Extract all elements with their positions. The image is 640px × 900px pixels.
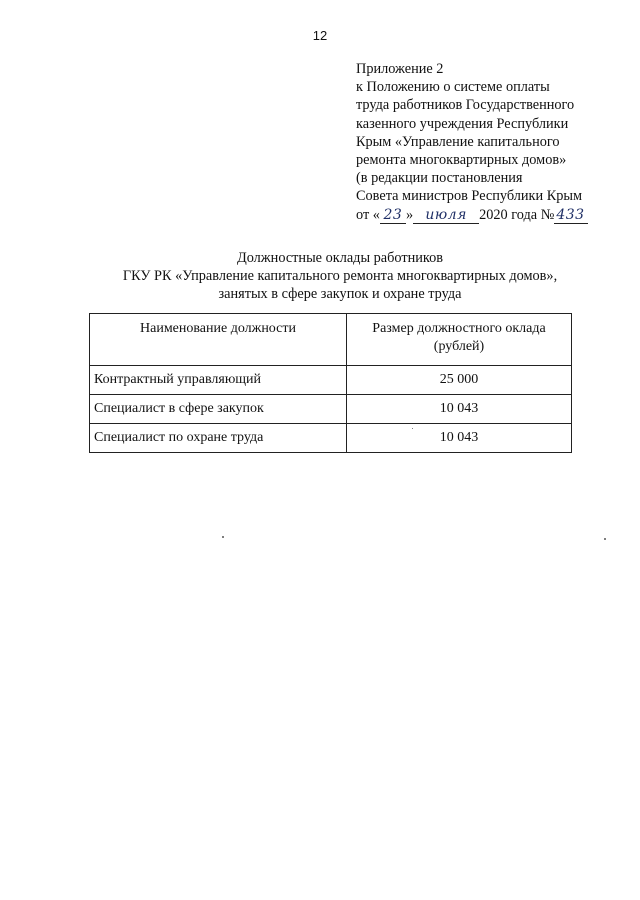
handwritten-decree-number: 433 bbox=[554, 208, 588, 224]
appendix-line: казенного учреждения Республики bbox=[356, 115, 569, 132]
header-position: Наименование должности bbox=[90, 314, 347, 366]
appendix-line: Приложение 2 bbox=[356, 61, 444, 77]
header-salary bbox=[347, 314, 572, 366]
salary-table bbox=[89, 313, 572, 453]
table-row bbox=[90, 395, 572, 424]
appendix-line: (в редакции постановления bbox=[356, 170, 523, 187]
appendix-line: ремонта многоквартирных домов» bbox=[356, 152, 567, 169]
appendix-block bbox=[356, 60, 626, 224]
decree-quote-close: » bbox=[405, 206, 414, 223]
row-position: Специалист по охране труда bbox=[90, 424, 347, 453]
decree-prefix: от « bbox=[356, 206, 380, 223]
appendix-line: труда работников Государственного bbox=[356, 97, 575, 114]
scan-speck bbox=[604, 538, 606, 540]
heading-line: занятых в сфере закупок и охране труда bbox=[218, 286, 462, 302]
table-header-row bbox=[90, 314, 572, 366]
appendix-line: к Положению о системе оплаты bbox=[356, 79, 550, 96]
row-salary: 10 043 bbox=[347, 424, 572, 453]
handwritten-month: июля bbox=[413, 208, 479, 224]
handwritten-day: 23 bbox=[380, 208, 406, 224]
page-number: 12 bbox=[312, 28, 328, 43]
decree-date-line bbox=[356, 206, 626, 224]
table-row bbox=[90, 424, 572, 453]
scan-speck bbox=[222, 536, 224, 538]
heading-line: Должностные оклады работников bbox=[236, 250, 444, 266]
heading-line: ГКУ РК «Управление капитального ремонта многоквартирных домов», bbox=[122, 268, 558, 284]
appendix-line: Крым «Управление капитального bbox=[356, 133, 560, 150]
row-position: Контрактный управляющий bbox=[90, 366, 347, 395]
decree-year: 2020 года № bbox=[479, 206, 555, 223]
row-salary: 10 043 bbox=[347, 395, 572, 424]
row-position: Специалист в сфере закупок bbox=[90, 395, 347, 424]
appendix-line: Совета министров Республики Крым bbox=[356, 188, 583, 205]
header-salary-unit: (рублей) bbox=[433, 339, 485, 354]
document-heading bbox=[60, 249, 620, 303]
table-row bbox=[90, 366, 572, 395]
scan-speck bbox=[412, 428, 413, 429]
header-salary-line: Размер должностного оклада bbox=[372, 321, 546, 336]
row-salary: 25 000 bbox=[347, 366, 572, 395]
